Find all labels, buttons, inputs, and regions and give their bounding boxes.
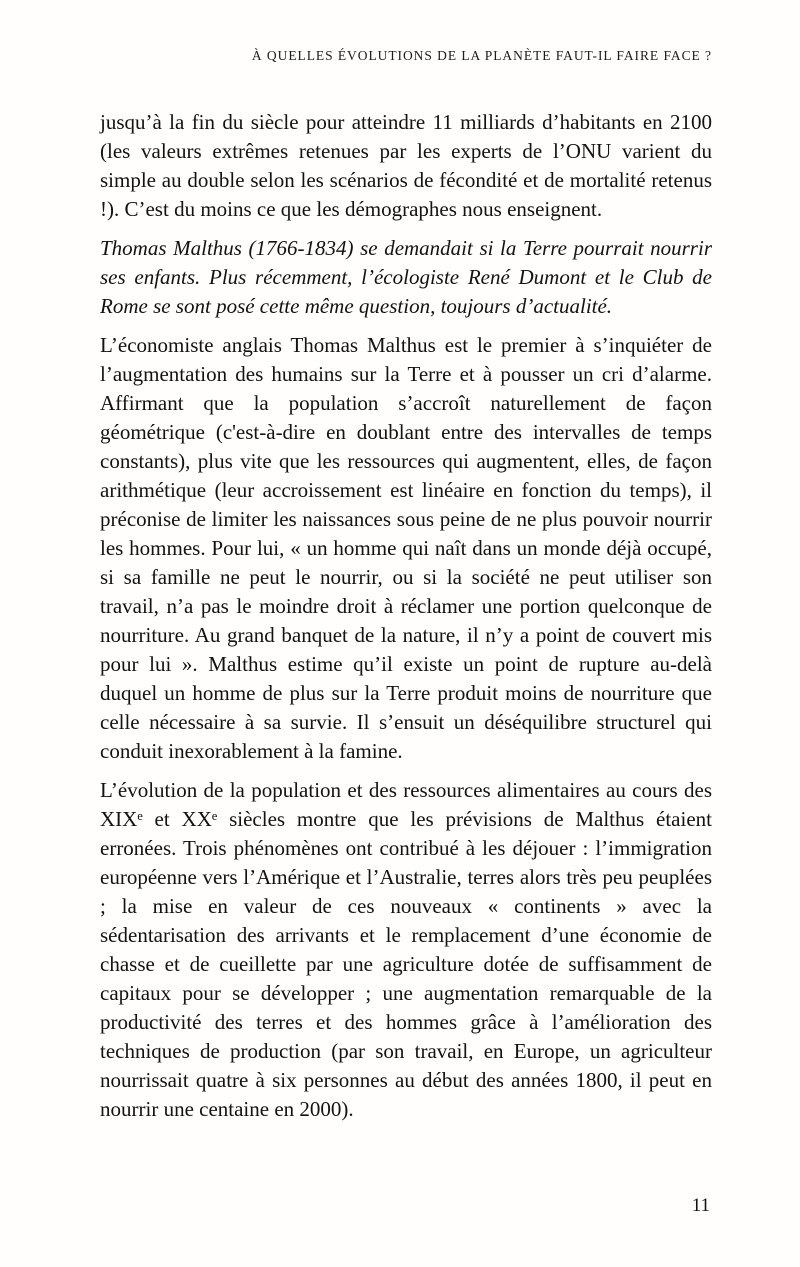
paragraph-malthus-intro-italic: Thomas Malthus (1766-1834) se demandait si la Terre pourrait nourrir ses enfants. Plus récemment, l’écologiste René Dumont et le Club de Rome se sont posé cette même question, toujours d’actualité. bbox=[100, 236, 712, 318]
paragraph-population-forecast: jusqu’à la fin du siècle pour atteindre 11 milliards d’habitants en 2100 (les valeurs extrêmes retenues par les experts de l’ONU varient du simple au double selon les scénarios de fécondité et de mortalité retenus !). C’est du moins ce que les démographes nous enseignent. bbox=[100, 110, 712, 221]
text-block bbox=[100, 108, 712, 1124]
paragraph-predictions-disproved: L’évolution de la population et des ressources alimentaires au cours des XIXᵉ et XXᵉ siècles montre que les prévisions de Malthus étaient erronées. Trois phénomènes ont contribué à les déjouer : l’immigration européenne vers l’Amérique et l’Australie, terres alors très peu peuplées ; la mise en valeur de ces nouveaux « continents » avec la sédentarisation des arrivants et le remplacement d’une économie de chasse et de cueillette par une agriculture dotée de suffisamment de capitaux pour se développer ; une augmentation remarquable de la productivité des terres et des hommes grâce à l’amélioration des techniques de production (par son travail, en Europe, un agriculteur nourrissait quatre à six personnes au début des années 1800, il peut en nourrir une centaine en 2000). bbox=[100, 778, 712, 1121]
paragraph-malthus-theory: L’économiste anglais Thomas Malthus est le premier à s’inquiéter de l’augmentation des humains sur la Terre et à pousser un cri d’alarme. Affirmant que la population s’accroît naturellement de façon géométrique (c'est-à-dire en doublant entre des intervalles de temps constants), plus vite que les ressources qui augmentent, elles, de façon arithmétique (leur accroissement est linéaire en fonction du temps), il préconise de limiter les naissances sous peine de ne plus pouvoir nourrir les hommes. Pour lui, « un homme qui naît dans un monde déjà occupé, si sa famille ne peut le nourrir, ou si la société ne peut utiliser son travail, n’a pas le moindre droit à réclamer une portion quelconque de nourriture. Au grand banquet de la nature, il n’y a point de couvert mis pour lui ». Malthus estime qu’il existe un point de rupture au-delà duquel un homme de plus sur la Terre produit moins de nourriture que celle nécessaire à sa survie. Il s’ensuit un déséquilibre structurel qui conduit inexorablement à la famine. bbox=[100, 333, 712, 763]
running-head: À QUELLES ÉVOLUTIONS DE LA PLANÈTE FAUT-IL FAIRE FACE ? bbox=[251, 48, 712, 63]
page-number: 11 bbox=[691, 1195, 710, 1216]
